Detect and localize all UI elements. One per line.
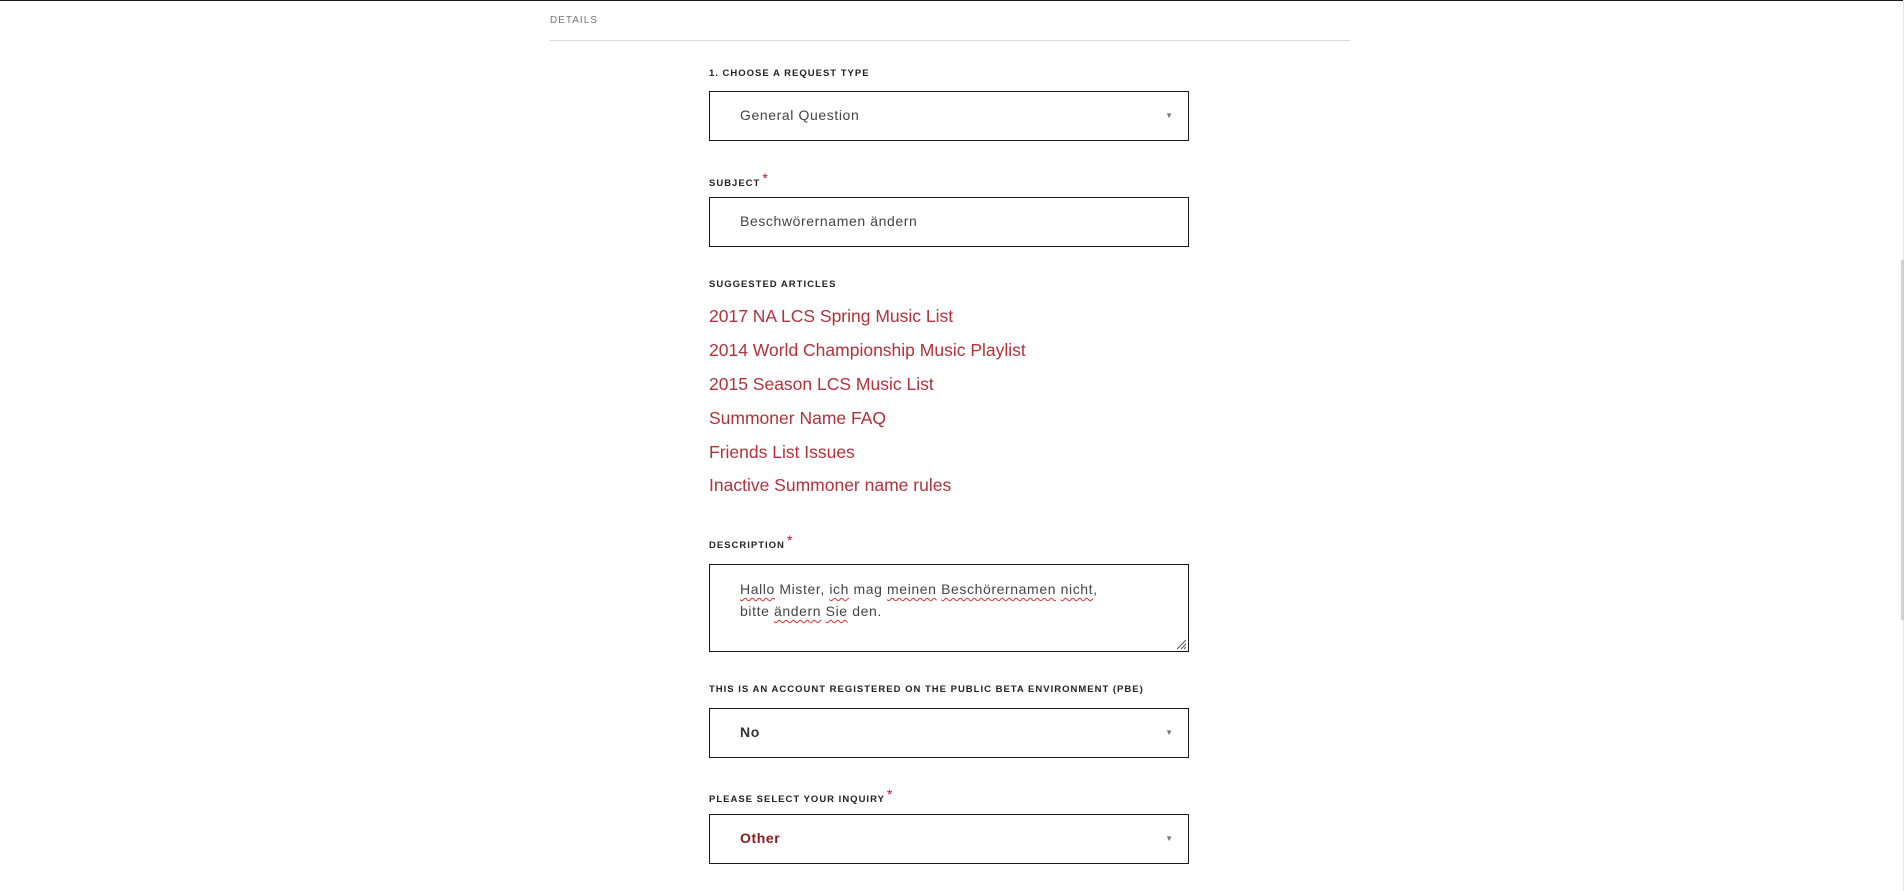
- required-asterisk: *: [762, 170, 769, 186]
- description-label: [709, 532, 794, 551]
- inquiry-select[interactable]: [709, 814, 1189, 864]
- description-value: [740, 578, 1098, 622]
- section-title: DETAILS: [550, 15, 598, 26]
- description-textarea[interactable]: [709, 564, 1189, 652]
- section-header: [550, 0, 1350, 41]
- article-link[interactable]: 2017 NA LCS Spring Music List: [709, 306, 954, 326]
- chevron-down-icon: ▼: [1165, 111, 1173, 120]
- chevron-down-icon: ▼: [1165, 834, 1173, 843]
- article-link[interactable]: Friends List Issues: [709, 442, 855, 462]
- request-type-label: 1. CHOOSE A REQUEST TYPE: [709, 68, 870, 79]
- inquiry-value: Other: [740, 830, 781, 846]
- article-link[interactable]: Summoner Name FAQ: [709, 408, 886, 428]
- resize-handle-icon[interactable]: [1175, 638, 1187, 650]
- article-link[interactable]: Inactive Summoner name rules: [709, 475, 952, 495]
- chevron-down-icon: ▼: [1165, 728, 1173, 737]
- pbe-value: No: [740, 724, 760, 740]
- request-type-select[interactable]: [709, 91, 1189, 141]
- request-type-value: General Question: [740, 107, 860, 123]
- suggested-articles-label: SUGGESTED ARTICLES: [709, 279, 837, 290]
- subject-input[interactable]: [709, 197, 1189, 247]
- description-line-1: Hallo Mister, ich mag meinen Beschörernamen nicht,: [740, 581, 1098, 597]
- required-asterisk: *: [786, 532, 794, 548]
- subject-label-text: SUBJECT: [709, 178, 761, 189]
- inquiry-label: [709, 786, 894, 805]
- required-asterisk: *: [886, 786, 894, 802]
- subject-value: Beschwörernamen ändern: [740, 213, 918, 229]
- pbe-label: THIS IS AN ACCOUNT REGISTERED ON THE PUBLIC BETA ENVIRONMENT (PBE): [709, 684, 1144, 695]
- pbe-select[interactable]: [709, 708, 1189, 758]
- description-line-2: bitte ändern Sie den.: [740, 603, 882, 619]
- article-link[interactable]: 2014 World Championship Music Playlist: [709, 340, 1026, 360]
- article-link[interactable]: 2015 Season LCS Music List: [709, 374, 934, 394]
- description-label-text: DESCRIPTION: [709, 540, 785, 551]
- inquiry-label-text: PLEASE SELECT YOUR INQUIRY: [709, 794, 885, 805]
- subject-label: [709, 170, 769, 189]
